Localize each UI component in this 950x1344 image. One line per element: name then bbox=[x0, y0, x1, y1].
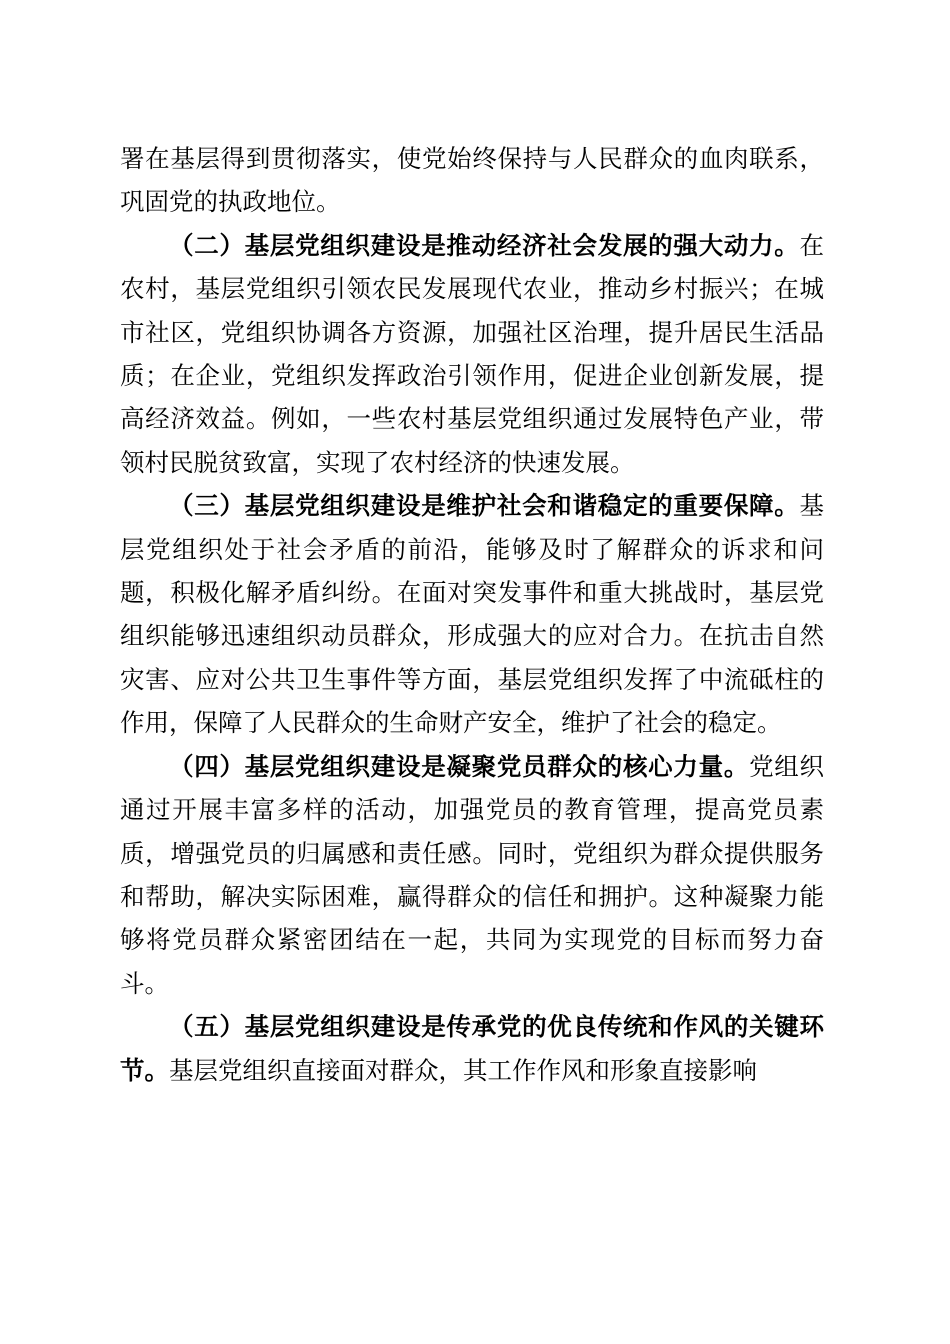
section-heading: （三）基层党组织建设是维护社会和谐稳定的重要保障。 bbox=[169, 491, 800, 521]
paragraph-body: 在农村，基层党组织引领农民发展现代农业，推动乡村振兴；在城市社区，党组织协调各方资源，加强社区治理，提升居民生活品质；在企业，党组织发挥政治引领作用，促进企业创新发展，提高经济效益。例如，一些农村基层党组织通过发展特色产业，带领村民脱贫致富，实现了农村经济的快速发展。 bbox=[120, 230, 824, 477]
paragraph-section-3 bbox=[120, 484, 824, 744]
paragraph-body: 基层党组织直接面对群众，其工作作风和形象直接影响 bbox=[169, 1055, 757, 1085]
section-heading: （五）基层党组织建设是传承党的优良传统和作风的关键环节。 bbox=[120, 1012, 824, 1085]
paragraph-section-5 bbox=[120, 1005, 824, 1092]
paragraph-section-2 bbox=[120, 224, 824, 484]
paragraph-section-4 bbox=[120, 745, 824, 1005]
document-page bbox=[120, 137, 824, 1092]
section-heading: （四）基层党组织建设是凝聚党员群众的核心力量。 bbox=[169, 751, 750, 781]
paragraph-body: 基层党组织处于社会矛盾的前沿，能够及时了解群众的诉求和问题，积极化解矛盾纠纷。在面对突发事件和重大挑战时，基层党组织能够迅速组织动员群众，形成强大的应对合力。在抗击自然灾害、应对公共卫生事件等方面，基层党组织发挥了中流砥柱的作用，保障了人民群众的生命财产安全，维护了社会的稳定。 bbox=[120, 491, 824, 738]
paragraph-continuation bbox=[120, 137, 824, 224]
section-heading: （二）基层党组织建设是推动经济社会发展的强大动力。 bbox=[169, 230, 800, 260]
paragraph-body: 党组织通过开展丰富多样的活动，加强党员的教育管理，提高党员素质，增强党员的归属感和责任感。同时，党组织为群众提供服务和帮助，解决实际困难，赢得群众的信任和拥护。这种凝聚力能够将党员群众紧密团结在一起，共同为实现党的目标而努力奋斗。 bbox=[120, 751, 825, 998]
paragraph-body: 署在基层得到贯彻落实，使党始终保持与人民群众的血肉联系，巩固党的执政地位。 bbox=[120, 144, 824, 217]
